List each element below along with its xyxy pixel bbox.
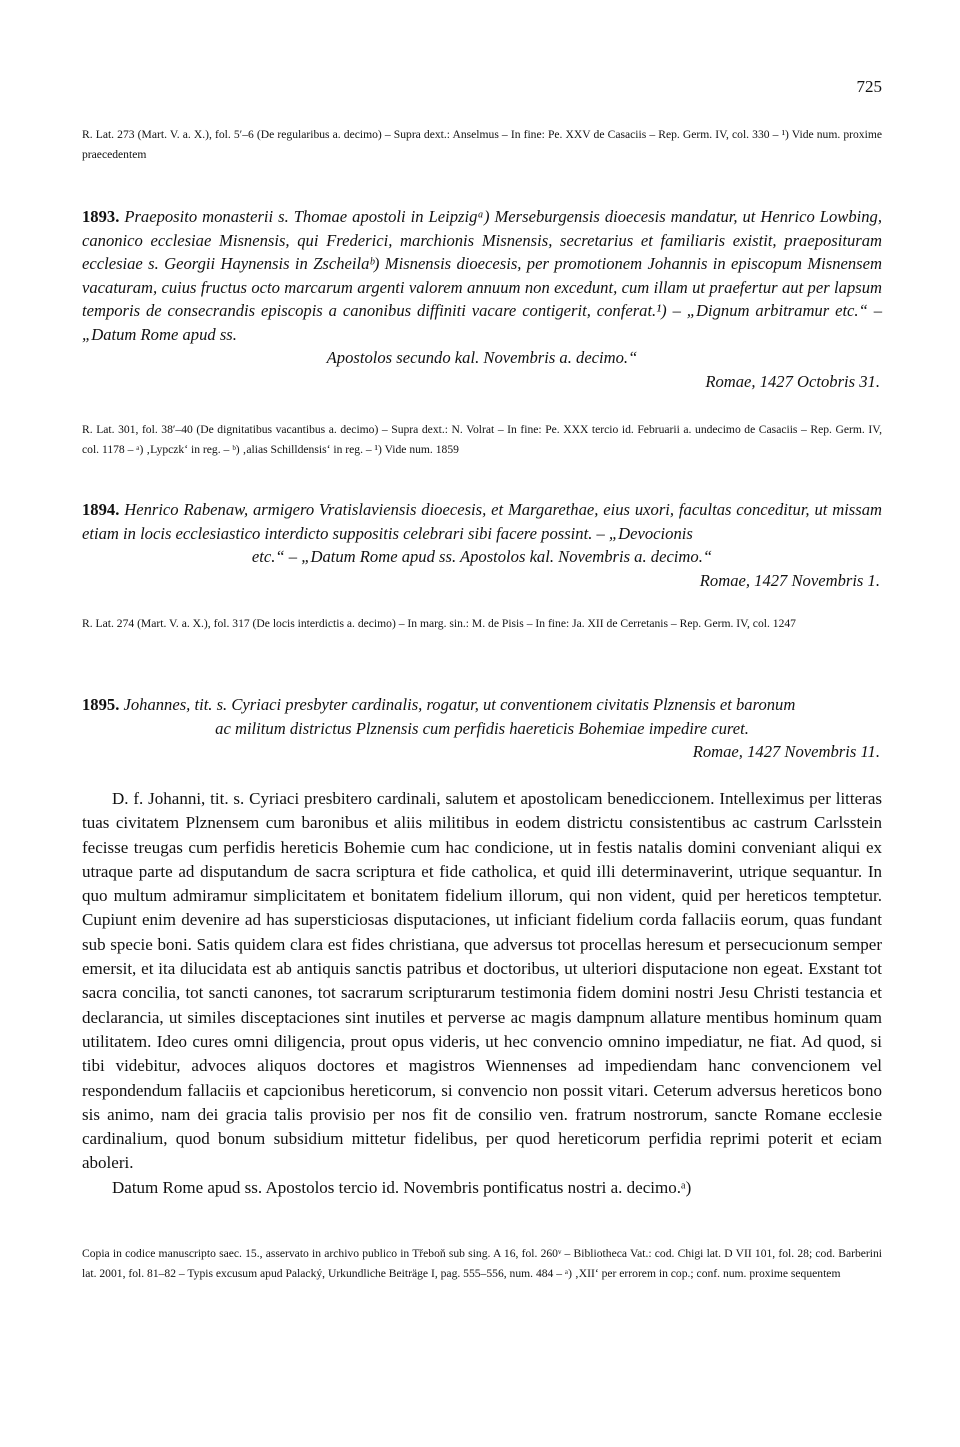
entry-1895 — [82, 693, 882, 764]
entry-number: 1895. — [82, 695, 120, 714]
entry-body: Henrico Rabenaw, armigero Vratislaviensis dioecesis, et Margarethae, eius uxori, facultas conceditur, ut missam etiam in locis ecclesiastico interdicto suppositis celebrari sibi facere possint. – „Devocionis — [82, 500, 882, 543]
entry-closing: etc.“ – „Datum Rome apud ss. Apostolos kal. Novembris a. decimo.“ — [251, 547, 713, 566]
entry-note-1894: R. Lat. 274 (Mart. V. a. X.), fol. 317 (De locis interdictis a. decimo) – In marg. sin.: M. de Pisis – In fine: Ja. XII de Cerretanis – Rep. Germ. IV, col. 1247 — [82, 617, 796, 630]
entry-text — [82, 693, 882, 717]
entry-text — [82, 205, 882, 346]
entry-body: Praeposito monasterii s. Thomae apostoli in Leipzigᵃ) Merseburgensis dioecesis mandatur, ut Henrico Lowbing, canonico ecclesiae Misnensis, qui Frederici, marchionis Misnensis, secretarius et familiaris existit, praeposituram ecclesiae s. Georgii Haynensis in Zscheilaᵇ) Misnensis dioecesis, per promotionem Johannis in episcopum Misnensem vacaturam, cuius fructus octo marcarum argenti valorem annuum non excedunt, cum illam ut praefertur aut per lapsum temporis de consecrandis episcopis a canonibus diffiniti vacare contigerit, conferat.¹) – „Dignum arbitramur etc.“ – „Datum Rome apud ss. — [82, 207, 882, 344]
letter-paragraph: D. f. Johanni, tit. s. Cyriaci presbitero cardinali, salutem et apostolicam benediccionem. Intelleximus per litteras tuas civitatem Plznensem cum baronibus et aliis militibus in eodem districtu consistentibus ac castrum Carlsstein fecisse treugas cum perfidis hereticis Bohemie cum hac condicione, ut in festis natalis domini conveniant aliqui ex utraque parte ad disputandum de sacra scriptura et fide catholica, et quid illi determinaverint, utrique sequantur. In quo multum admiramur simplicitatem et bonitatem fidelium illorum, qui non vident, quid per hereticos temptetur. Cupiunt enim devenire ad has supersticiosas disputaciones, ut inficiant fidelium corda fallaciis eorum, quas fundant sub specie boni. Satis quidem clara est fides christiana, que adversus tot procellas heresum et persecucionum semper emersit, et ita dilucidata est ab antiquis sanctis patribus et doctoribus, ut ulteriori disputacione non egeat. Exstant tot sacra concilia, tot sancti canones, tot sacrarum scripturarum testimonia fidem domini nostri Jesu Christi testancia et declarancia, ut similes disceptaciones sint inutiles et perverse ac magis dampnum allature mentibus hominum quam utilitatem. Ideo cures omni diligencia, prout opus videris, ut hec convencio omnino impediatur, ne fiat. Ad quod, si tibi videbitur, advoces aliquos doctores et magistros Wiennenses ad impediendam hanc convencionem vel respondendum fallaciis et capcionibus hereticorum, si convencio non possit vitari. Ceterum adversus hereticos bono sis animo, nam dei gracia talis provisio per nos fit de consilio ven. fratrum nostrorum, sancte Romane ecclesie cardinalium, quod bonum subsidium mittetur fidelibus, per quod hereticorum perfidia reprimi poterit et eciam aboleri. — [82, 789, 882, 1173]
entry-date: Romae, 1427 Octobris 31. — [705, 371, 880, 391]
letter-body — [82, 787, 882, 1200]
entry-closing: Apostolos secundo kal. Novembris a. decimo.“ — [326, 348, 638, 367]
letter-dating: Datum Rome apud ss. Apostolos tercio id. Novembris pontificatus nostri a. decimo.ᵃ) — [112, 1177, 692, 1197]
entry-date: Romae, 1427 Novembris 1. — [699, 570, 880, 590]
footnote-bottom: Copia in codice manuscripto saec. 15., asservato in archivo publico in Třeboň sub sing. A 16, fol. 260ᵛ – Bibliotheca Vat.: cod. Chigi lat. D VII 101, fol. 28; cod. Barberini lat. 2001, fol. 81–82 – Typis excusum apud Palacký, Urkundliche Beiträge I, pag. 555–556, num. 484 – ᵃ) ‚XII‘ per errorem in cop.; conf. num. proxime sequentem — [82, 1247, 882, 1280]
entry-note-1893: R. Lat. 301, fol. 38′–40 (De dignitatibus vacantibus a. decimo) – Supra dext.: N. Volrat – In fine: Pe. XXX tercio id. Februarii a. undecimo de Casaciis – Rep. Germ. IV, col. 1178 – ᵃ) ‚Lypczk‘ in reg. – ᵇ) ‚alias Schilldensis‘ in reg. – ¹) Vide num. 1859 — [82, 423, 882, 456]
footnote-top: R. Lat. 273 (Mart. V. a. X.), fol. 5′–6 (De regularibus a. decimo) – Supra dext.: Anselmus – In fine: Pe. XXV de Casaciis – Rep. Germ. IV, col. 330 – ¹) Vide num. proxime praecedentem — [82, 128, 882, 161]
entry-text — [82, 498, 882, 545]
entry-1894 — [82, 498, 882, 592]
page-number: 725 — [856, 77, 882, 96]
entry-closing: ac militum districtus Plznensis cum perfidis haereticis Bohemiae impedire curet. — [215, 718, 749, 738]
entry-number: 1893. — [82, 207, 120, 226]
entry-body: Johannes, tit. s. Cyriaci presbyter cardinalis, rogatur, ut conventionem civitatis Plznensis et baronum — [123, 695, 796, 714]
entry-date: Romae, 1427 Novembris 11. — [692, 742, 880, 761]
entry-number: 1894. — [82, 500, 120, 519]
entry-1893 — [82, 205, 882, 393]
